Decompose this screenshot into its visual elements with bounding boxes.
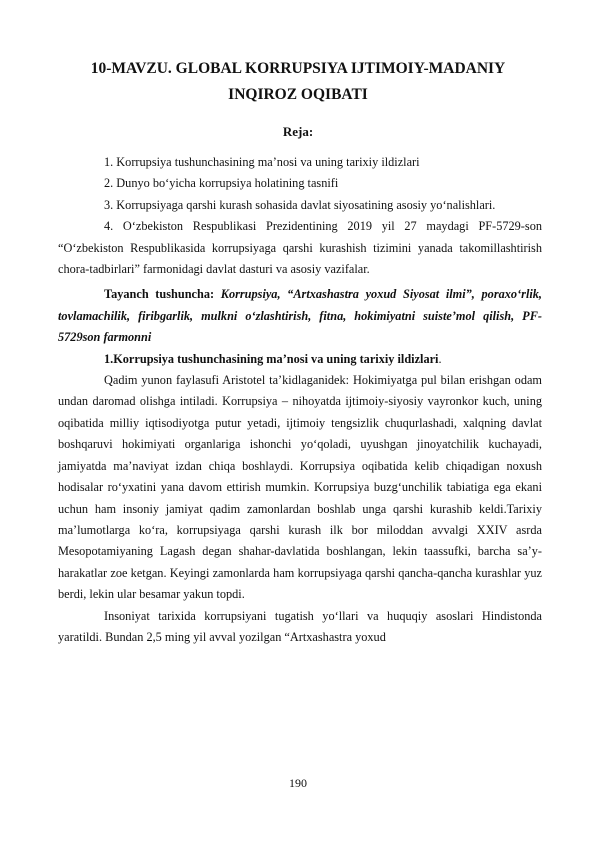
- document-body: [58, 152, 542, 648]
- section-heading: [58, 349, 542, 370]
- keywords-label: Tayanch tushuncha:: [104, 287, 215, 302]
- keywords-paragraph: [58, 284, 542, 348]
- section-heading-period: .: [438, 351, 442, 366]
- plan-item-1: 1. Korrupsiya tushunchasining ma’nosi va uning tarixiy ildizlari: [104, 155, 420, 169]
- page-title: [60, 56, 536, 108]
- plan-item-2: 2. Dunyo bo‘yicha korrupsiya holatining tasnifi: [104, 176, 339, 191]
- title-line-2: INQIROZ OQIBATI: [228, 86, 368, 103]
- body-paragraph-2: Insoniyat tarixida korrupsiyani tugatish yo‘llari va huquqiy asoslari Hindistonda yaratildi. Bundan 2,5 ming yil avval yozilgan “Artxashastra yoxud: [58, 608, 542, 644]
- keywords-list: Korrupsiya, “Artxashastra yoxud Siyosat ilmi”, poraxo‘rlik, tovlamachilik, firibgarlik, mulkni o‘zlashtirish, fitna, hokimiyatni suiste’mol qilish, PF-5729son farmonni: [58, 287, 542, 345]
- page-number: 190: [289, 776, 307, 790]
- plan-item-4: 4. O‘zbekiston Respublikasi Prezidentining 2019 yil 27 maydagi PF-5729-son “O‘zbekiston Respublikasida korrupsiyaga qarshi kurashish tizimini yanada takomillashtirish chora-tadbirlari” farmonidagi davlat dasturi va asosiy vazifalar.: [58, 219, 542, 277]
- plan-item-3: 3. Korrupsiyaga qarshi kurash sohasida davlat siyosatining asosiy yo‘nalishlari.: [104, 197, 496, 212]
- title-line-1: 10-MAVZU. GLOBAL KORRUPSIYA IJTIMOIY-MADANIY: [90, 60, 506, 77]
- plan-heading: Reja:: [282, 124, 314, 139]
- body-paragraph-1: Qadim yunon faylasufi Aristotel ta’kidlaganidek: Hokimiyatga pul bilan erishgan odam undan daromad olishga intiladi. Korrupsiya – nihoyatda ijtimoiy-siyosiy vayronkor kuch, uning oqibatida milliy iqtisodiyotga putur yetadi, ijtimoiy tengsizlik chuqurlashadi, xalqning davlat boshqaruvi hokimiyati organlariga ishonchi yo‘qoladi, uyushgan jinoyatchilik kuchayadi, jamiyatda ma’naviyat izdan chiqa boshlaydi. Korrupsiya oqibatida kelib chiqadigan noxush hodisalar ro‘yxatini yana davom ettirish mumkin. Korrupsiya buzg‘unchilik tabiatiga ega ekani uchun ham insoniy jamiyat qadim zamonlardan boshlab unga qarshi kurashib keldi.Tarixiy ma’lumotlarga ko‘ra, korrupsiyaga qarshi kurash ilk bor miloddan avvalgi XXIV asrda Mesopotamiyaning Lagash degan shahar-davlatida boshlangan, lekin taassufki, barcha sa’y-harakatlar zoe ketgan. Keyingi zamonlarda ham korrupsiyaga qarshi qancha-qancha kurashlar yuz berdi, lekin ular besamar yakun topdi.: [58, 373, 542, 602]
- section-heading-text: 1.Korrupsiya tushunchasining ma’nosi va uning tarixiy ildizlari: [104, 351, 439, 366]
